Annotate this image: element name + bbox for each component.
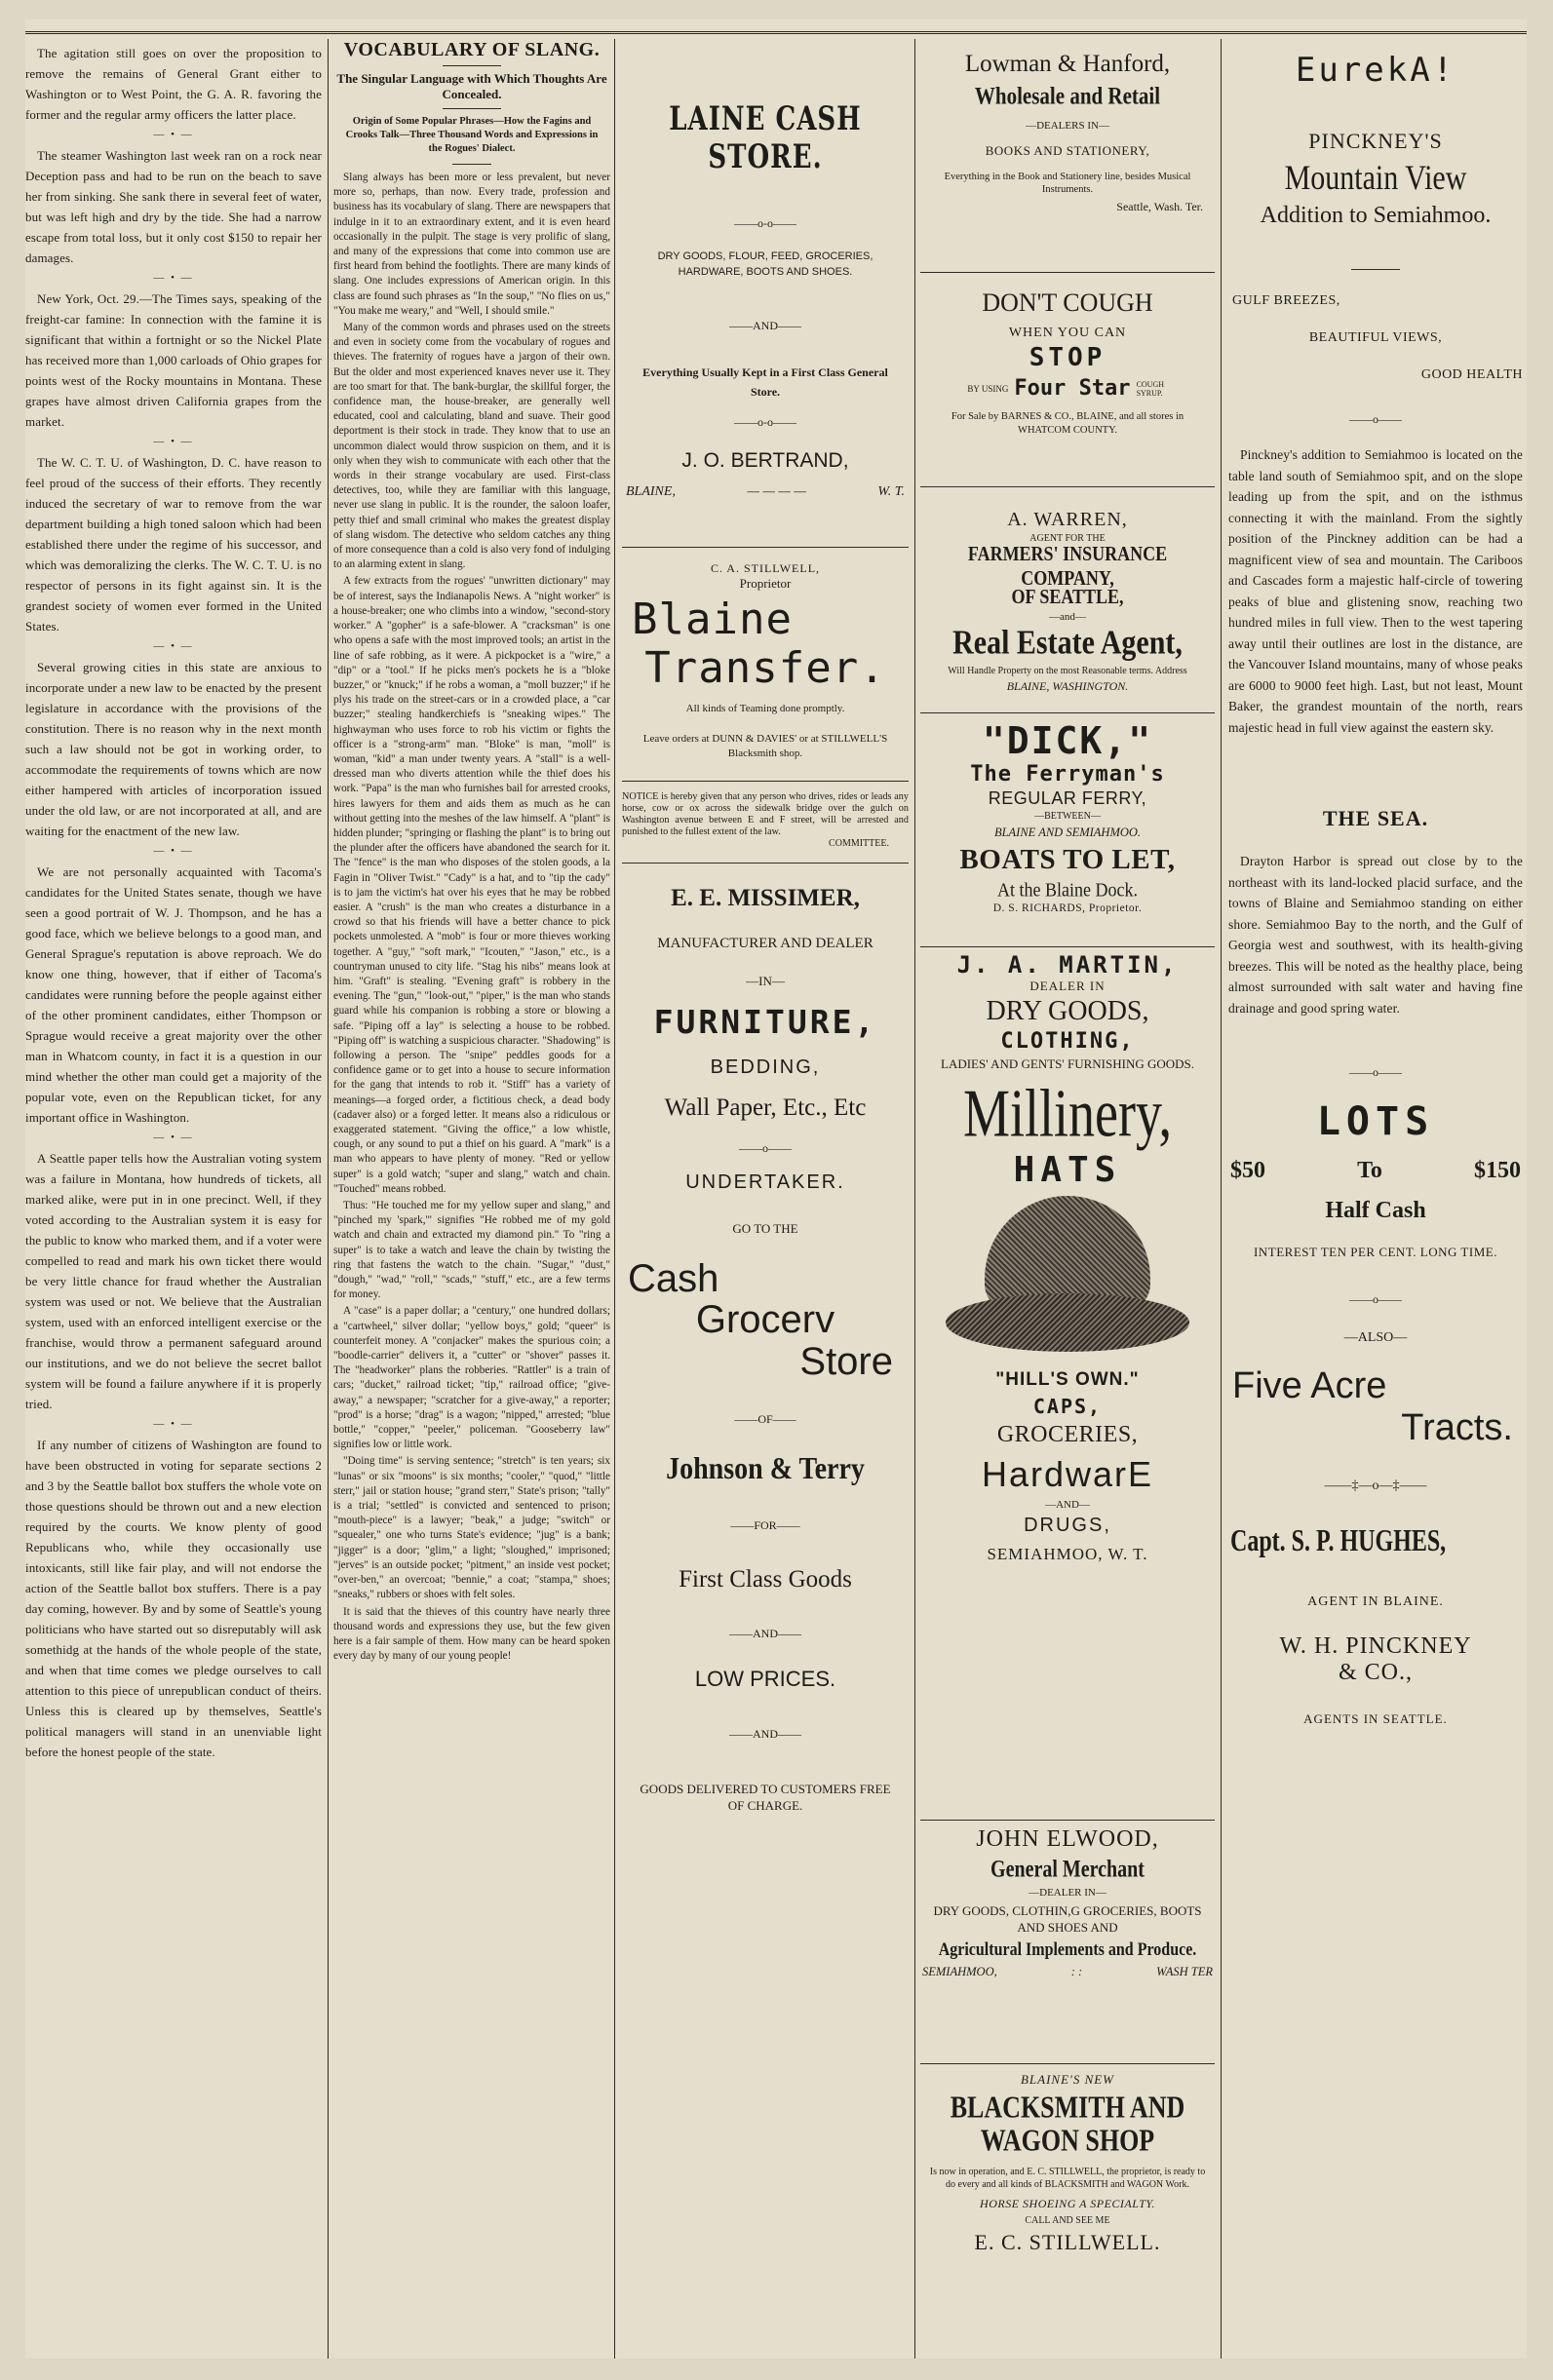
four-star-brand: Four Star	[1014, 376, 1131, 401]
missimer-name: E. E. MISSIMER,	[671, 885, 860, 911]
undertaker-title: UNDERTAKER.	[685, 1171, 845, 1193]
low-prices: LOW PRICES.	[694, 1667, 836, 1691]
ornament: ——o-o——	[734, 415, 796, 429]
missimer-trade: MANUFACTURER AND DEALER	[657, 936, 874, 951]
johnson-terry: Johnson & Terry	[666, 1451, 865, 1487]
elwood-location	[920, 1965, 1215, 1979]
call-and-see: CALL AND SEE ME	[1025, 2215, 1110, 2226]
transfer-title-2: Transfer.	[644, 643, 886, 693]
newspaper-page	[25, 19, 1527, 2359]
hardware-label: HardwarE	[981, 1454, 1154, 1494]
general-merchant: General Merchant	[990, 1856, 1145, 1883]
hat-brim	[946, 1293, 1189, 1352]
between-label: —BETWEEN—	[1034, 811, 1101, 822]
separator: — • —	[153, 272, 194, 284]
interest-terms: INTEREST TEN PER CENT. LONG TIME.	[1254, 1245, 1497, 1259]
ads-column-3	[622, 41, 909, 2359]
lots-title: LOTS	[1316, 1099, 1435, 1144]
ornament: ——o——	[1349, 1292, 1402, 1306]
news-paragraph: We are not personally acquainted with Tacoma's candidates for the United States senate, though we have seen a good portrait of W. J. Thompson, and he has a good face, which we believe belongs to a good man, and General Sprague's reputation is above reproach. We do know one thing, however, that if either of Tacoma's candidates were running before the people against either of the other prominent candidates, either Thompson or Sprague would receive a great majority over the other man in Whatcom county, in fact it is a question in our mind whether the other man could get a majority of the popular vote, even on the Republican ticket, for any important office in Washington.	[25, 864, 322, 1125]
transfer-owner-role: Proprietor	[739, 576, 792, 591]
separator: — • —	[153, 436, 194, 447]
the-sea-heading: THE SEA.	[1322, 806, 1429, 830]
pinckney-co: & CO.,	[1338, 1660, 1413, 1685]
news-paragraph: If any number of citizens of Washington are found to have been obstructed in voting for separate sections 2 and 3 by the Seattle ballot box stuffers the whole vote on those questions should be thrown out and a new election required by the courts. We know plenty of good Republicans who, while they occasionally use intoxicants, still like fair play, and will not endorse the action of the Seattle ballot box stuffers. There is a pay day coming, however. By and by some of Seattle's young politicians who have started out so disreputably will ask somethidg at the hands of the whole people of the state, and when that time comes we pledge ourselves to call attention to this piece of unrepublican conduct of theirs. Unless this is cleared up by themselves, Seattle's political managers will stand in an unenviable light before the honest people of the state.	[25, 1438, 322, 1759]
store-name: LAINE CASH STORE.	[669, 100, 862, 176]
location-town: BLAINE,	[626, 484, 676, 499]
elwood-goods: DRY GOODS, CLOTHIN,G GROCERIES, BOOTS AND SHOES AND	[933, 1903, 1202, 1935]
blacksmith-ad	[920, 2064, 1215, 2255]
and-label: ——AND——	[729, 319, 801, 332]
martin-dealer: DEALER IN	[1029, 979, 1106, 993]
warren-ad	[920, 487, 1215, 713]
of-label: ——OF——	[734, 1412, 796, 1426]
delivery-note: GOODS DELIVERED TO CUSTOMERS FREE OF CHARGE.	[640, 1782, 891, 1813]
dont-cough: DON'T COUGH	[982, 288, 1153, 317]
column-rule	[1221, 39, 1222, 2359]
price-to: To	[1357, 1158, 1382, 1183]
elwood-ad	[920, 1821, 1215, 2064]
location-dashes: — — — —	[747, 484, 806, 499]
pinckney-paragraph: Pinckney's addition to Semiahmoo is located on the table land south of Semiahmoo spit, and on the slope leading up from the spit, and on the isthmus connecting it with the mainland. From the sightly position of the Pinckney addition can be had a magnificent view of sea and mountain. The Cariboos and Cascades form a majestic half-circle of towering peaks of blue and glistening snow, reaching two hundred miles in full view. Then to the west tapering away until their outlines are lost in the distance, are the Vancouver Island mountains, many of whose peaks are 6000 to 9000 feet high. Last, but not least, Mount Baker, the grandest mountain of the north, rears majestic head in full view against the eastern sky.	[1228, 447, 1523, 735]
and-label: ——AND——	[729, 1627, 801, 1640]
regular-ferry: REGULAR FERRY,	[988, 788, 1147, 808]
elwood-agri: Agricultural Implements and Produce.	[938, 1939, 1197, 1960]
ads-column-4	[920, 41, 1215, 2359]
article-title: VOCABULARY OF SLANG.	[343, 39, 601, 60]
gulf-breezes: GULF BREEZES,	[1232, 293, 1340, 308]
agent-in-blaine: AGENT IN BLAINE.	[1307, 1594, 1444, 1609]
ornament: ——o-o——	[734, 216, 796, 230]
caps-label: CAPS,	[1032, 1395, 1103, 1418]
news-column	[25, 43, 322, 2359]
drugs-label: DRUGS,	[1024, 1515, 1111, 1536]
lowman-hanford-ad	[920, 41, 1215, 273]
column-rule	[914, 39, 915, 2359]
wagon-title: WAGON SHOP	[980, 2124, 1155, 2158]
notice-signature: COMMITTEE.	[829, 838, 889, 849]
location-territory: W. T.	[877, 484, 905, 499]
separator: — • —	[153, 129, 194, 140]
transfer-teaming: All kinds of Teaming done promptly.	[685, 703, 845, 714]
separator: — • —	[153, 845, 194, 857]
store-location	[622, 484, 909, 500]
first-class-goods: First Class Goods	[679, 1566, 852, 1593]
by-using: BY USING	[967, 383, 1009, 394]
article-paragraph: "Doing time" is serving sentence; "stretch" is ten years; six "lunas" or six "moons" is six months; "cooler," "quod," "little sterr," jail or station house; "grand sterr," State's prison; "tally" is a trial; "settled" is convicted and sentenced to prison; "mouth-piece" is a lawyer; "beak," a judge; "switch" or "squealer," one who turns State's evidence; "jug" is a bank; "jigger" is a door; "glim," a light; "sloughed," imprisoned; "jerves" is an outside pocket; "pitment," an inside vest pocket; "over-ben," an overcoat; "bennie," a coat; "stampa," shoes; "sneaks," rubbers or shoes with felt soles.	[333, 1455, 610, 1601]
lowman-name: Lowman & Hanford,	[964, 51, 1171, 77]
addition-title: Addition to Semiahmoo.	[1260, 203, 1492, 228]
wallpaper-title: Wall Paper, Etc., Etc	[664, 1094, 867, 1121]
goto-label: GO TO THE	[732, 1221, 798, 1236]
pinckney-company: W. H. PINCKNEY	[1279, 1633, 1472, 1659]
books-label: BOOKS AND STATIONERY,	[985, 143, 1150, 158]
news-paragraph: A Seattle paper tells how the Australian voting system was a failure in Montana, how hundreds of tickets, all marked alike, were put in in one precinct. Well, if they voted according to the Australian system it is easy for the public to know who marked them, and if a voter were compelled to read and mark his own ticket there would be very little chance for fraud whether the Australian system was used or not. We believe that the Australian system, used with an enforced intelligent exercise or the franchise, would throw a permanent safeguard around our institutions, and we do not believe the secret ballot system will be found a failure anywhere if it is properly tried.	[25, 1151, 322, 1411]
warren-address: BLAINE, WASHINGTON.	[1006, 679, 1129, 693]
article-paragraph: Many of the common words and phrases used on the streets and even in society come from the vocabulary of rogues and thieves. The fraternity of rogues have a jargon of their own. But the older and most experienced knaves never use it. They are too smart for that. The bank-burglar, the skillful forger, the confidence man, the house-breaker, are generally well educated, cool and calculating, bland and suave. Their good deportment is their stock in trade. They know that to use an uncommon dialect would throw suspicion on them, and it is only when they wish to communicate with each other that the words in their strange vocabulary are used. First-class detectives, too, while they are familiar with this language, never use slang in public. It is the rounder, the saloon loafer, petty thief and small criminal who makes the greatest display of slang wisdom. The detective who seldom catches any thing of more consequence than a cold is also very fond of indulging to an alarming extent in slang.	[333, 322, 610, 571]
and-label: —AND—	[1045, 1499, 1090, 1511]
tracts: Tracts.	[1401, 1407, 1513, 1448]
blacksmith-desc: Is now in operation, and E. C. STILLWELL, the proprietor, is ready to do every and all kinds of BLACKSMITH and WAGON Work.	[929, 2167, 1206, 2190]
ferry-route: BLAINE AND SEMIAHMOO.	[993, 825, 1142, 839]
price-upto: $150	[1474, 1158, 1521, 1183]
elwood-name: JOHN ELWOOD,	[976, 1826, 1159, 1852]
bedding-title: BEDDING,	[710, 1056, 821, 1078]
boats-to-let: BOATS TO LET,	[959, 844, 1176, 875]
cough-syrup: COUGH SYRUP.	[1136, 379, 1165, 398]
store-everything: Everything Usually Kept in a First Class General Store.	[642, 365, 888, 399]
cash-word: Cash	[628, 1257, 719, 1300]
five-acre: Five Acre	[1232, 1365, 1387, 1406]
transfer-owner: C. A. STILLWELL,	[710, 561, 821, 575]
header-rule	[25, 31, 1527, 34]
good-health: GOOD HEALTH	[1420, 367, 1523, 382]
ferryman: The Ferryman's	[970, 762, 1165, 787]
news-paragraph: The steamer Washington last week ran on a rock near Deception pass and had to be run on the beach to save her from sinking. She sank there in several feet of water, but was left high and dry by the tide. She had a narrow escape from total loss, but it only cost $150 to repair her damages.	[25, 148, 322, 265]
news-paragraph: New York, Oct. 29.—The Times says, speaking of the freight-car famine: In connection with the famine it is significant that within a fortnight or so the Nickel Plate has received more than 1,000 carloads of Ohio grapes for points west of the Rocky mountains in Montana. These grapes have almost driven California grapes from the market.	[25, 291, 322, 429]
eureka-title: EurekA!	[1295, 51, 1456, 90]
ornament: ——o——	[739, 1141, 792, 1155]
elwood-dealer: —DEALER IN—	[1029, 1887, 1107, 1899]
dealers-label: —DEALERS IN—	[1026, 120, 1109, 132]
notice-ad	[622, 782, 909, 864]
blacksmith-title: BLACKSMITH AND	[950, 2091, 1185, 2125]
transfer-leave-orders: Leave orders at DUNN & DAVIES' or at STILLWELL'S Blacksmith shop.	[642, 733, 888, 759]
bowler-hat-illustration	[946, 1196, 1189, 1362]
warren-terms: Will Handle Property on the most Reasonable terms. Address	[948, 666, 1187, 676]
of-seattle: OF SEATTLE,	[1011, 584, 1124, 608]
agent-for: AGENT FOR THE	[1029, 533, 1106, 544]
martin-dry-goods: DRY GOODS,	[986, 996, 1149, 1026]
elwood-town: SEMIAHMOO,	[922, 1965, 997, 1978]
ornament: ——o——	[1349, 1065, 1402, 1079]
hats-title: HATS	[1013, 1150, 1122, 1190]
article-paragraph: A "case" is a paper dollar; a "century," one hundred dollars; a "cartwheel," silver dollar; "yellow boys," gold; "queer" is counterfeit money. A "conjacker" makes the spurious coin; a "boodle-carrier" delivers it, a "cutter" or "shover" passes it. The "headworker" plans the robberies. "Rattler" is a train of cars; "ducket," railroad ticket; "tip," railroad office; "give-away," a newspaper; "scratcher for a give-away," a reporter; "prod" is a horse; "drag" is a wagon; "nipped," arrested; "blue bottle," "copper," "peeler," policeman. "Gooseberry law" signifies low or little work.	[333, 1305, 610, 1451]
dick-name: "DICK,"	[982, 719, 1153, 762]
deck-rule	[452, 164, 491, 165]
for-label: ——FOR——	[730, 1518, 800, 1532]
elwood-sep: : :	[1070, 1965, 1083, 1978]
warren-name: A. WARREN,	[1007, 509, 1128, 530]
when-you-can: WHEN YOU CAN	[1008, 326, 1127, 340]
separator: — • —	[153, 640, 194, 652]
transfer-title-1: Blaine	[632, 595, 793, 644]
ec-stillwell: E. C. STILLWELL.	[974, 2230, 1161, 2254]
article-paragraph: Thus: "He touched me for my yellow super and slang," and "pinched my 'spark,'" signifies "He robbed me of my gold watch and chain and extracted my diamond pin." To "ring a super" is to take a watch and leave the chain by twisting the ring that fastens the watch to the chain. "Sugar," "dust," "dough," "wad," "roll," "scads," "stuff," etc., are a few terms for money.	[333, 1200, 610, 1301]
stop-word: STOP	[1029, 343, 1107, 372]
capt-hughes: Capt. S. P. HUGHES,	[1230, 1524, 1447, 1558]
price-range	[1228, 1158, 1523, 1184]
wholesale-label: Wholesale and Retail	[974, 81, 1161, 110]
agents-in-seattle: AGENTS IN SEATTLE.	[1303, 1711, 1448, 1726]
martin-ad	[920, 947, 1215, 1821]
notice-text: NOTICE is hereby given that any person who drives, rides or leads any horse, cow or ox across the sidewalk bridge over the gulch on Washington avenue between E and F street, will be arrested and punished to the fullest extent of the law.	[622, 791, 909, 837]
sea-paragraph: Drayton Harbor is spread out close by to the northeast with its land-locked placid surface, and the towns of Blaine and Semiahmoo standing on either shore. Semiahmoo Bay to the north, and the Gulf of Georgia west and southwest, with its health-giving breezes. This will be noted as the healthy place, being almost surrounded with salt water and having fine drainage and good spring water.	[1228, 854, 1523, 1016]
article-subtitle: The Singular Language with Which Thoughts Are Concealed.	[336, 71, 607, 101]
separator: — • —	[153, 1132, 194, 1143]
johnson-terry-ad	[622, 1221, 909, 1814]
pinckney-ad	[1228, 41, 1523, 2359]
half-cash: Half Cash	[1325, 1198, 1426, 1223]
column-rule	[328, 39, 329, 2359]
pinckney-description	[1228, 444, 1523, 738]
subtitle-rule	[443, 108, 501, 109]
separator: — • —	[153, 1418, 194, 1430]
article-deck: Origin of Some Popular Phrases—How the Fagins and Crooks Talk—Three Thousand Words and Expressions in the Rogues' Dialect.	[345, 116, 599, 154]
real-estate: Real Estate Agent,	[952, 624, 1183, 662]
farmers-insurance: FARMERS' INSURANCE COMPANY,	[967, 541, 1168, 590]
news-paragraph: The agitation still goes on over the proposition to remove the remains of General Grant either to Washington or to West Point, the G. A. R. favoring the former and the regular army officers the latter place.	[25, 46, 322, 122]
ferry-ad	[920, 713, 1215, 947]
grocery-word: Grocerv	[695, 1298, 835, 1341]
four-star-line	[920, 376, 1215, 401]
news-paragraph: The W. C. T. U. of Washington, D. C. have reason to feel proud of the success of their efforts. They recently induced the secretary of war to remove from the war department building a high toned saloon which had been established there under the regime of his successor, and which was demoralizing the clerks. The W. C. T. U. is no respector of persons in its fight against sin. It is the grandest society of women ever formed in the United States.	[25, 455, 322, 633]
sea-description	[1228, 851, 1523, 1018]
pinckneys: PINCKNEY'S	[1308, 129, 1443, 153]
store-goods: DRY GOODS, FLOUR, FEED, GROCERIES, HARDWARE, BOOTS AND SHOES.	[657, 250, 874, 278]
ornament: ——o——	[1349, 412, 1402, 426]
article-paragraph: Slang always has been more or less prevalent, but never more so, perhaps, than now. Every trade, profession and business has its vocabulary of slang. There are newspapers that indulge in it to an extraordinary extent, and it is even heard occasionally in the pulpit. The stage is very prolific of slang, and many of the expressions that come into common use are first heard from behind the footlights. There are many kinds of slang. One includes expressions of American origin. In this class are found such phrases as "In the soup," "No flies on us," "You make me weary," and "Well, I should smile."	[333, 172, 610, 317]
furniture-title: FURNITURE,	[653, 1003, 877, 1041]
and-small: —and—	[1049, 611, 1086, 623]
article-paragraph: It is said that the thieves of this country have nearly three thousand words and expressions they use, but the few given here is a fair sample of them. How many can be heard spoken every day by many of our young people!	[333, 1605, 610, 1663]
ferry-proprietor: D. S. RICHARDS, Proprietor.	[992, 902, 1143, 914]
in-label: —IN—	[746, 974, 785, 988]
and-label: ——AND——	[729, 1727, 801, 1741]
store-word: Store	[799, 1340, 893, 1383]
four-star-sale: For Sale by BARNES & CO., BLAINE, and all stores in WHATCOM COUNTY.	[951, 411, 1184, 436]
divider	[1351, 269, 1400, 270]
mountain-view: Mountain View	[1284, 158, 1467, 198]
blaine-cash-store-ad	[622, 41, 909, 548]
column-rule	[614, 39, 615, 2359]
store-proprietor: J. O. BERTRAND,	[681, 449, 849, 472]
blaine-dock: At the Blaine Dock.	[997, 878, 1138, 901]
blaine-transfer-ad	[622, 548, 909, 782]
martin-location: SEMIAHMOO, W. T.	[987, 1545, 1148, 1563]
martin-furnishing: LADIES' AND GENTS' FURNISHING GOODS.	[941, 1056, 1194, 1071]
martin-name: J. A. MARTIN,	[956, 951, 1179, 979]
blaines-new: BLAINE'S NEW	[1020, 2072, 1115, 2087]
horse-shoeing: HORSE SHOEING A SPECIALTY.	[980, 2197, 1155, 2210]
ornament: ——‡—o—‡——	[1324, 1478, 1427, 1493]
elwood-territory: WASH TER	[1156, 1965, 1213, 1978]
hills-own: "HILL'S OWN."	[995, 1369, 1140, 1390]
groceries-label: GROCERIES,	[996, 1422, 1139, 1447]
four-star-ad	[920, 273, 1215, 487]
news-paragraph: Several growing cities in this state are anxious to incorporate under a new law to be enacted by the present legislature in accordance with the provisions of the constitution. There is no reason why in the next month such a law should not be got in working order, to accommodate the requirements of towns which are now either hampered with articles of incorporation issued under the old law, or are not incorporated at all, and are waiting for the enactment of the new law.	[25, 660, 322, 838]
title-rule	[443, 65, 501, 66]
millinery-title: Millinery,	[963, 1075, 1172, 1151]
books-desc: Everything in the Book and Stationery line, besides Musical Instruments.	[944, 172, 1191, 195]
price-from: $50	[1230, 1158, 1265, 1183]
slang-article	[333, 37, 610, 2359]
martin-clothing: CLOTHING,	[1000, 1029, 1135, 1054]
missimer-ad	[622, 864, 909, 1194]
lowman-location: Seattle, Wash. Ter.	[1116, 200, 1203, 213]
beautiful-views: BEAUTIFUL VIEWS,	[1308, 330, 1443, 345]
article-paragraph: A few extracts from the rogues' "unwritten dictionary" may be of interest, says the Indianapolis News. A "night worker" is a house-breaker; one who climbs into a window, "second-story worker." A "gopher" is a safe-blower. A "cracksman" is one who opens a safe with the most improved tools; an artist in the line of safe robbing, as it were. A pickpocket is a "wire," a "dip" or a "tool." If he picks men's pockets he is a "bloke buzzer," or "knuck;" if he robs a woman, a "moll buzzer;" if he plys his trade on the street-cars or in a crowded place, a "car buzzer;" stealing handkerchiefs is "sneaking wipes." The highwayman who uses force to rob his victim or fights the officer is a "strong-arm" man. "Bloke" is man, "moll" is woman, "kid" a man under twenty years. A "stall" is a well-dressed man who diverts attention while the thief does his work. "Papa" is the man who furnishes bail for arrested crooks, hires lawyers for them and aids them as much as he can without getting into the meshes of the law himself. A "plant" is hidden plunder; "springing or flashing the plant" is to bring out the plunder after the officers have abandoned the search for it. The "fence" is the man who disposes of the stolen goods, a la Fagin in "Oliver Twist." "Cady" is a hat, and to "tip the cady" is to jam the victim's hat over his eyes that he may be robbed easier. A "crush" is the man who creates a disturbance in a crowd so that his friends will have a better chance to pick pockets unmolested. A "mob" is four or more thieves working together. A "guy," "soft mark," "Icouten," "Jason," etc., is a countryman unused to city life. "Stag his nibs" means look at him. "Graft" is stealing. "Evening graft" is robbery in the evening. The "gun," "look-out," "piper," is the man who stands guard while his companion is robbing a store or blowing a safe. "Piping off a lay" is selecting a house to be robbed. "Piping off" is watching a suspicious character. "Shadowing" is following a person. The "snipe" peddles goods for a confidence game or to get into a house to secure information for the gang that intends to rob it. "Stiff" has a variety of meanings—a forged order, a fictitious check, a dead body (cadaver also) or a forged letter. It means also a ridiculous or exaggerated statement. "Giving the office," a low whistle, cough, or any sound to put a thief on his guard. A "mark" is a man who appears to have plenty of money. "Red or yellow super" is a gold watch; "super and slang," watch and chain. "Touched" means robbed.	[333, 575, 610, 1195]
also-label: —ALSO—	[1343, 1330, 1408, 1345]
